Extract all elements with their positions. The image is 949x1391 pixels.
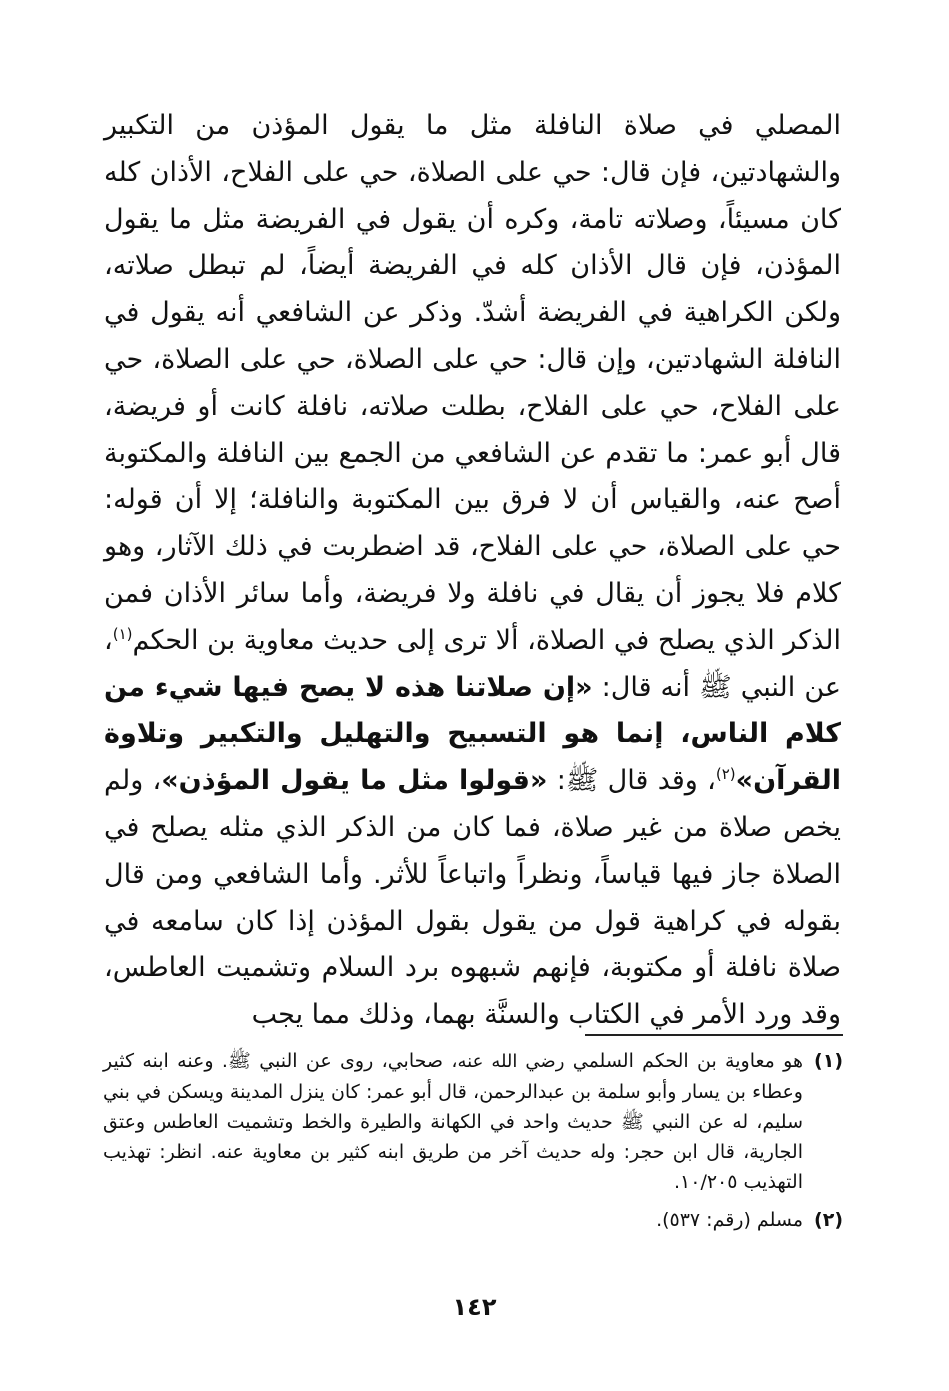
page-number: ١٤٢ [452, 1293, 497, 1321]
footnote-2 [103, 1205, 843, 1235]
footnotes-section [103, 1046, 843, 1243]
footnote-text-a: مسلم (رقم: ٥٣٧). [656, 1209, 803, 1231]
body-text-3: ، وقد قال ﷺ: [547, 765, 716, 797]
body-text-1: المصلي في صلاة النافلة مثل ما يقول المؤذن من التكبير والشهادتين، فإن قال: حي على الصلاة، حي على الفلاح، الأذان كله كان مسيئاً، وصلاته تامة، وكره أن يقول في الفريضة مثل ما يقول المؤذن، فإن قال الأذان كله في الفريضة أيضاً، لم تبطل صلاته، ولكن الكراهية في الفريضة أشدّ. وذكر عن الشافعي أنه يقول في النافلة الشهادتين، وإن قال: حي على الصلاة، حي على الصلاة، حي على الفلاح، حي على الفلاح، بطلت صلاته، نافلة كانت أو فريضة، قال أبو عمر: ما تقدم عن الشافعي من الجمع بين النافلة والمكتوبة أصح عنه، والقياس أن لا فرق بين المكتوبة والنافلة؛ إلا أن قوله: حي على الصلاة، حي على الفلاح، قد اضطربت في ذلك الآثار، وهو كلام فلا يجوز أن يقال في نافلة ولا فريضة، وأما سائر الأذان فمن الذكر الذي يصلح في الصلاة، ألا ترى إلى حديث معاوية بن الحكم [104, 110, 841, 656]
footnote-text [103, 1205, 803, 1235]
footnote-separator [585, 1034, 843, 1036]
footnote-text-a: هو معاوية بن الحكم السلمي [564, 1050, 803, 1072]
footnote-ref-1: (١) [112, 624, 133, 643]
body-text-2: ، عن النبي ﷺ أنه قال: [104, 624, 841, 703]
footnote-number: (١) [814, 1050, 843, 1072]
footnote-number: (٢) [814, 1209, 843, 1231]
footnote-text [103, 1046, 803, 1197]
footnote-ref-2: (٢) [715, 765, 736, 784]
honorific-seal: رضي الله عنه [457, 1051, 565, 1072]
hadith-quote-1: «إن صلاتنا هذه لا يصح فيها شيء من كلام الناس، إنما هو التسبيح والتهليل والتكبير وتلاوة القرآن» [104, 671, 841, 797]
footnote-text-b: ، صحابي، روى عن النبي ﷺ. وعنه ابنه كثير وعطاء بن يسار وأبو سلمة بن عبدالرحمن، قال أبو عمر: كان ينزل المدينة ويسكن في بني سليم، له عن النبي ﷺ حديث واحد في الكهانة والطيرة والخط وتشميت العاطس وعتق الجارية، قال ابن حجر: وله حديث آخر من طريق ابنه كثير بن معاوية عنه. انظر: تهذيب التهذيب ١٠/٢٠٥. [103, 1050, 803, 1193]
body-text-4: ، ولم يخص صلاة من غير صلاة، فما كان من الذكر الذي مثله يصلح في الصلاة جاز فيها قياساً، ونظراً واتباعاً للأثر. وأما الشافعي ومن قال بقوله في كراهية قول من يقول بقول المؤذن إذا كان سامعه في صلاة نافلة أو مكتوبة، فإنهم شبهوه برد السلام وتشميت العاطس، وقد ورد الأمر في الكتاب والسنَّة بهما، وذلك مما يجب [104, 765, 841, 1031]
hadith-quote-2: «قولوا مثل ما يقول المؤذن» [161, 765, 548, 797]
footnote-1 [103, 1046, 843, 1197]
main-paragraph [104, 103, 841, 1039]
